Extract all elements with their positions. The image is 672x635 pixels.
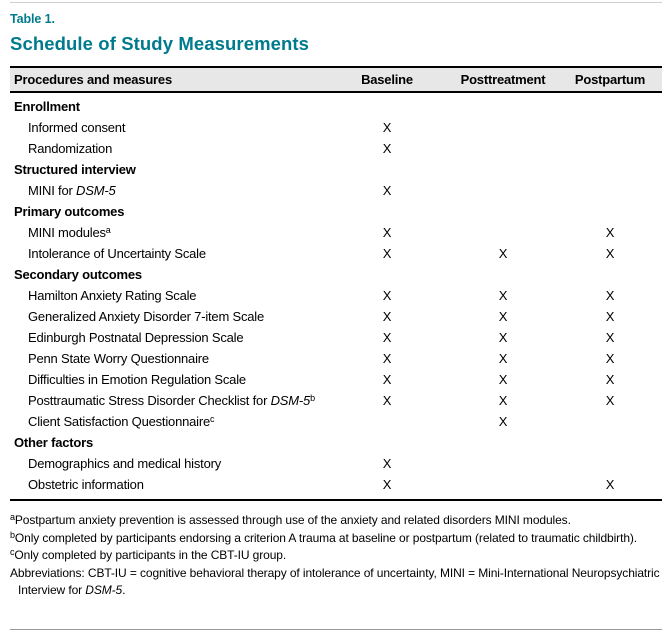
- postpartum-mark: X: [605, 288, 615, 303]
- table-row: [10, 327, 662, 348]
- row-label: MINI modules$^a$: [28, 225, 111, 240]
- row-label: Difficulties in Emotion Regulation Scale: [28, 372, 246, 387]
- posttreatment-mark: X: [498, 309, 508, 324]
- col-header-postpartum: Postpartum: [574, 72, 646, 87]
- row-label: Secondary outcomes: [14, 267, 142, 282]
- table-row: [10, 243, 662, 264]
- table-body: [10, 93, 662, 501]
- row-label: Generalized Anxiety Disorder 7-item Scale: [28, 309, 265, 324]
- row-label: Demographics and medical history: [28, 456, 222, 471]
- baseline-mark: X: [382, 288, 392, 303]
- postpartum-mark: X: [605, 309, 615, 324]
- baseline-mark: X: [382, 120, 392, 135]
- postpartum-mark: X: [605, 477, 615, 492]
- baseline-mark: X: [382, 225, 392, 240]
- table-row: [10, 306, 662, 327]
- row-label: Penn State Worry Questionnaire: [28, 351, 209, 366]
- postpartum-mark: X: [605, 351, 615, 366]
- row-label: Hamilton Anxiety Rating Scale: [28, 288, 197, 303]
- baseline-mark: X: [382, 246, 392, 261]
- table-row: [10, 369, 662, 390]
- col-header-posttreatment: Posttreatment: [460, 72, 546, 87]
- footnote-a: $^a$Postpartum anxiety prevention is assessed through use of the anxiety and related disorders MINI modules.: [10, 512, 571, 527]
- row-label: Obstetric information: [28, 477, 144, 492]
- baseline-mark: X: [382, 141, 392, 156]
- postpartum-mark: X: [605, 246, 615, 261]
- baseline-mark: X: [382, 183, 392, 198]
- row-label: Informed consent: [28, 120, 126, 135]
- table-row: [10, 474, 662, 495]
- row-label: Other factors: [14, 435, 94, 450]
- footnote-abbreviations: Abbreviations: CBT-IU = cognitive behavioral therapy of intolerance of uncertainty, MINI = Mini-International Neuropsychiatric Interview for DSM-5.: [10, 565, 660, 597]
- table-row: [10, 180, 662, 201]
- posttreatment-mark: X: [498, 414, 508, 429]
- posttreatment-mark: X: [498, 330, 508, 345]
- postpartum-mark: X: [605, 372, 615, 387]
- table-row: [10, 117, 662, 138]
- row-label: Structured interview: [14, 162, 136, 177]
- table-row: [10, 264, 662, 285]
- footnote-c: $^c$Only completed by participants in the CBT-IU group.: [10, 547, 287, 562]
- baseline-mark: X: [382, 351, 392, 366]
- col-header-procedures: Procedures and measures: [14, 72, 172, 87]
- row-label: Edinburgh Postnatal Depression Scale: [28, 330, 244, 345]
- table-row: [10, 285, 662, 306]
- posttreatment-mark: X: [498, 246, 508, 261]
- row-label: Client Satisfaction Questionnaire$^c$: [28, 414, 215, 429]
- row-label: Posttraumatic Stress Disorder Checklist for DSM-5$^b$: [28, 393, 315, 408]
- table-row: [10, 96, 662, 117]
- table-row: [10, 390, 662, 411]
- table-label: Table 1.: [10, 12, 55, 26]
- row-label: MINI for DSM-5: [28, 183, 116, 198]
- postpartum-mark: X: [605, 393, 615, 408]
- baseline-mark: X: [382, 393, 392, 408]
- baseline-mark: X: [382, 309, 392, 324]
- top-rule: [10, 2, 662, 3]
- posttreatment-mark: X: [498, 288, 508, 303]
- posttreatment-mark: X: [498, 351, 508, 366]
- footnotes: [10, 512, 662, 599]
- baseline-mark: X: [382, 477, 392, 492]
- postpartum-mark: X: [605, 330, 615, 345]
- table-row: [10, 201, 662, 222]
- table-row: [10, 411, 662, 432]
- postpartum-mark: X: [605, 225, 615, 240]
- table-row: [10, 348, 662, 369]
- footnote-b: $^b$Only completed by participants endorsing a criterion A trauma at baseline or postpartum (related to traumatic childbirth).: [10, 529, 638, 545]
- row-label: Primary outcomes: [14, 204, 125, 219]
- posttreatment-mark: X: [498, 372, 508, 387]
- row-label: Randomization: [28, 141, 113, 156]
- posttreatment-mark: X: [498, 393, 508, 408]
- bottom-rule: [10, 629, 662, 630]
- table-header-row: [10, 66, 662, 93]
- table-row: [10, 453, 662, 474]
- table-row: [10, 159, 662, 180]
- table-title: Schedule of Study Measurements: [10, 33, 310, 54]
- row-label: Intolerance of Uncertainty Scale: [28, 246, 206, 261]
- table-row: [10, 222, 662, 243]
- baseline-mark: X: [382, 330, 392, 345]
- baseline-mark: X: [382, 372, 392, 387]
- col-header-baseline: Baseline: [361, 72, 413, 87]
- baseline-mark: X: [382, 456, 392, 471]
- row-label: Enrollment: [14, 99, 80, 114]
- table-row: [10, 432, 662, 453]
- table-row: [10, 138, 662, 159]
